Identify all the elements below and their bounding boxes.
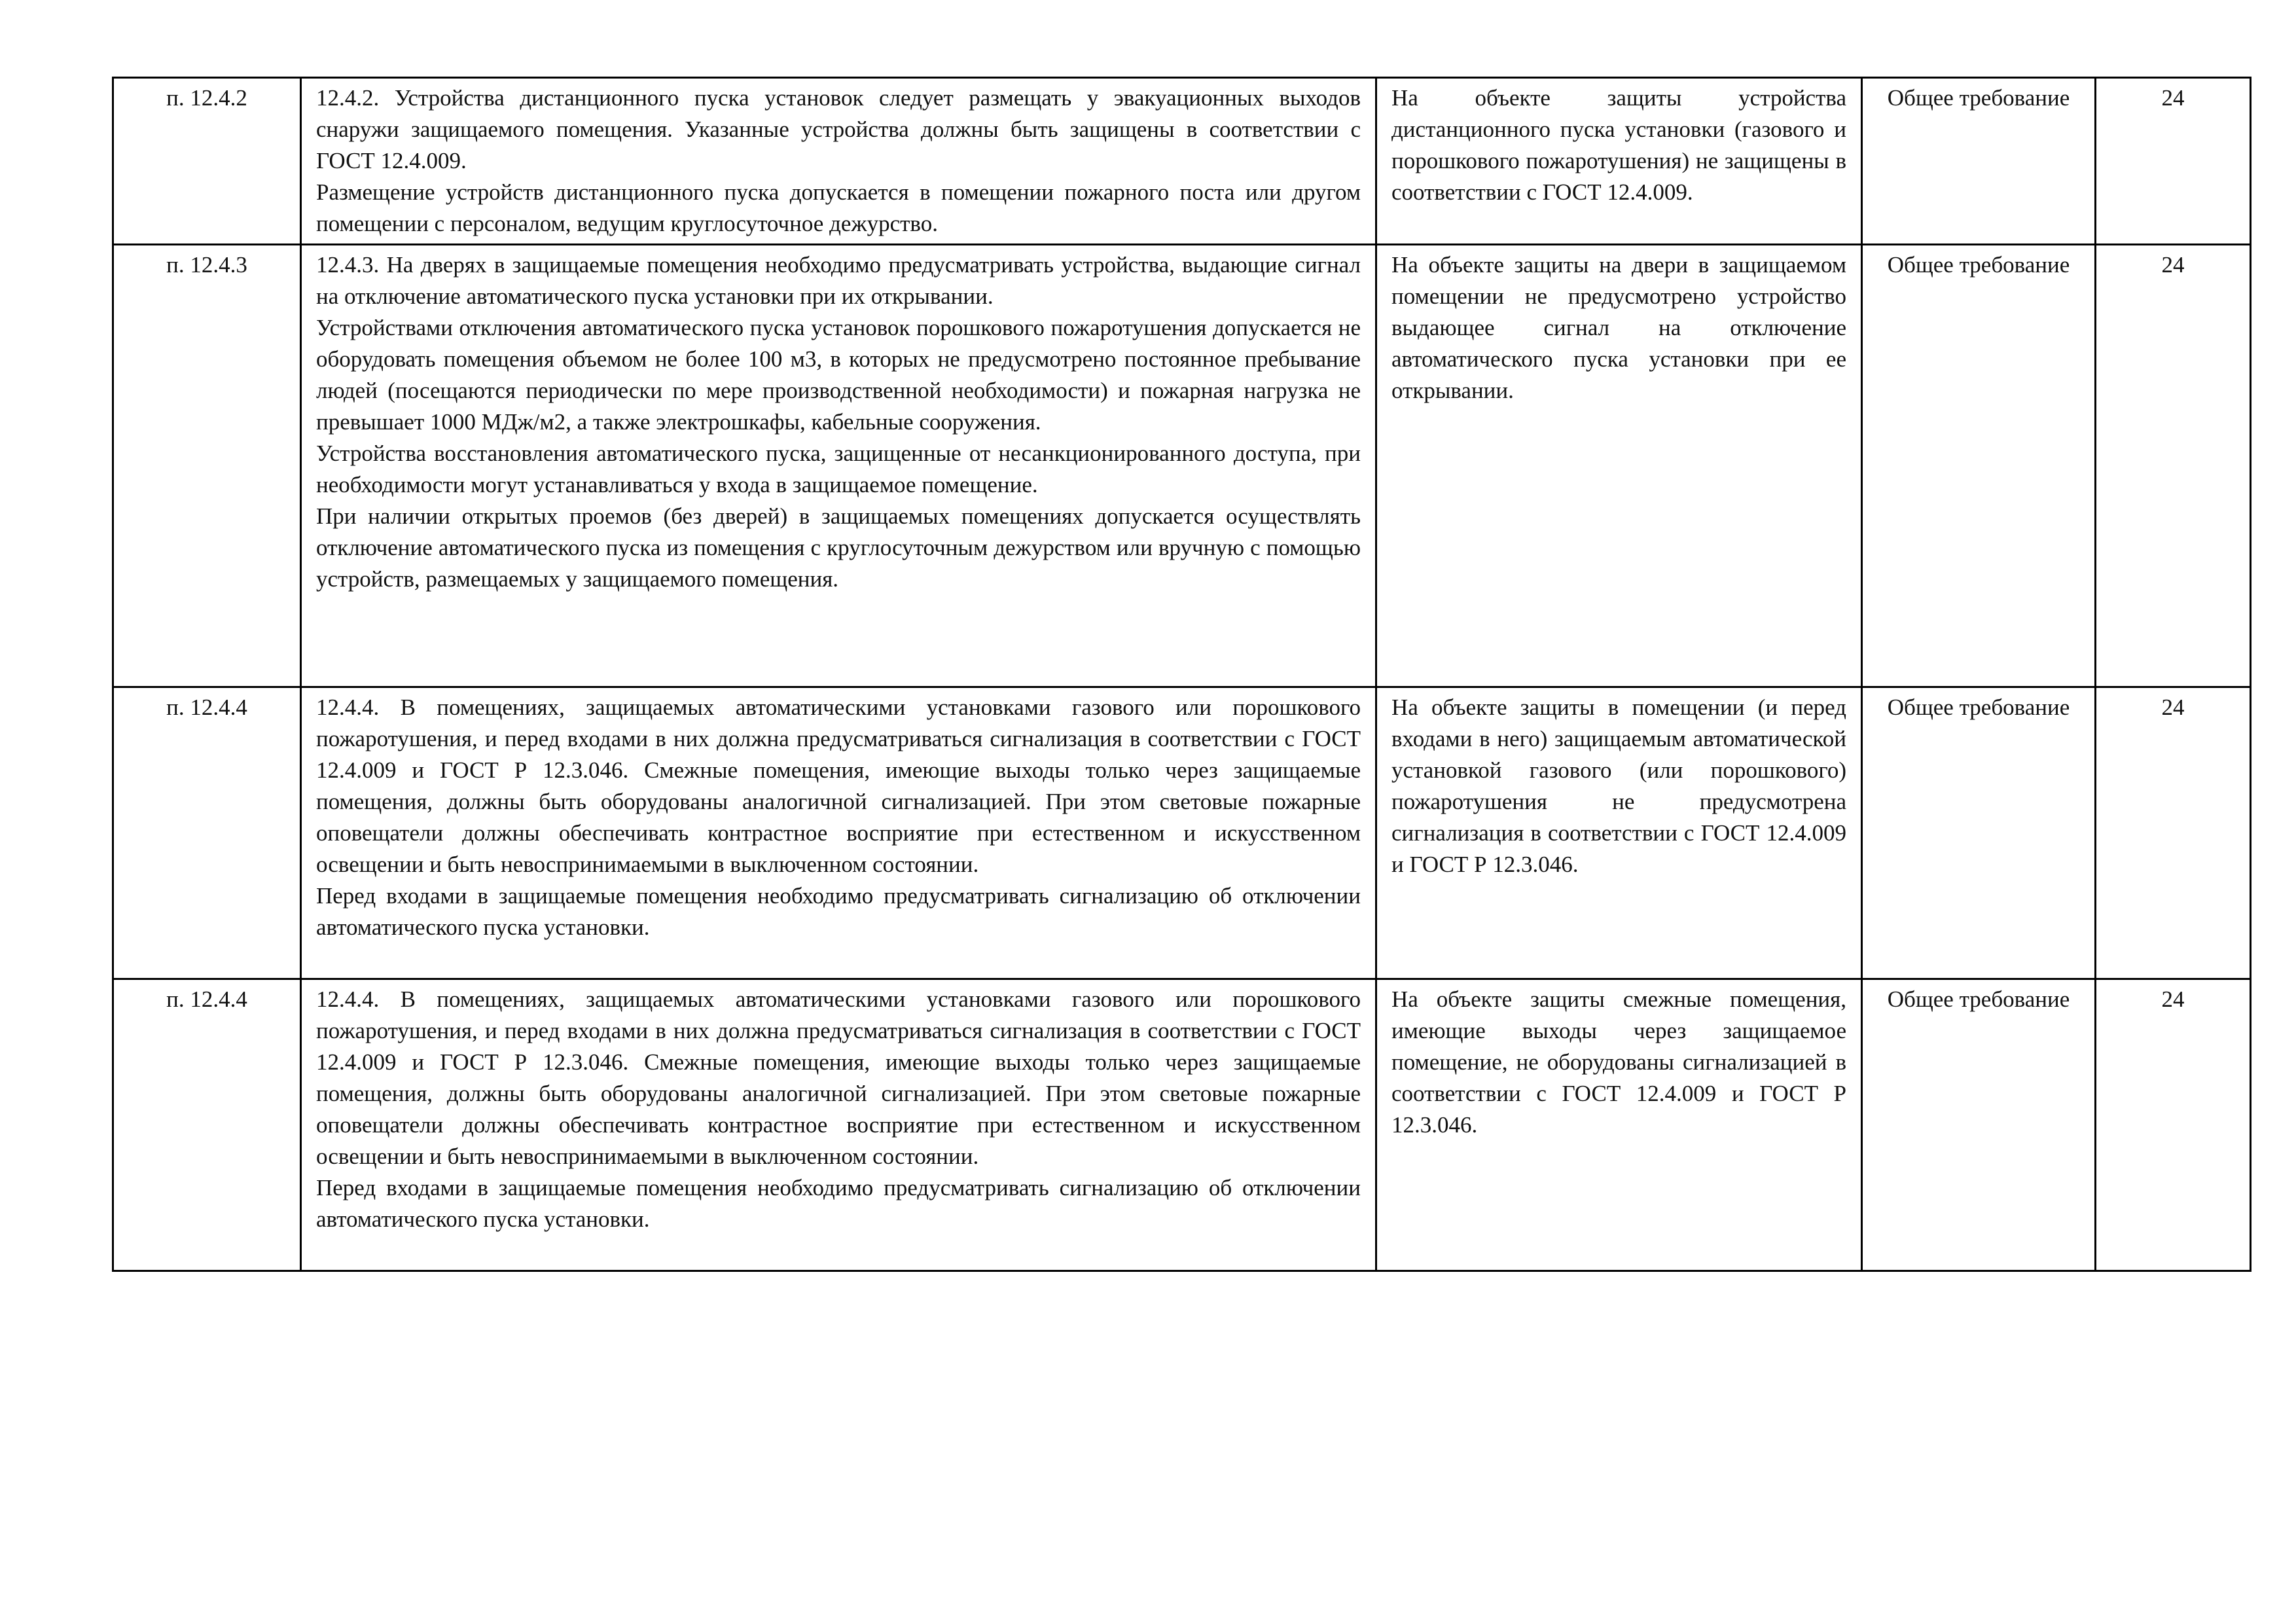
requirement-text <box>301 687 1376 979</box>
requirement-paragraph: Устройствами отключения автоматического пуска установок порошкового пожаротушения допускается не оборудовать помещения объемом не более 100 м3, в которых не предусмотрено постоянное пребывание людей (посещаются периодически по мере производственной необходимости) и пожарная нагрузка не превышает 1000 МДж/м2, а также электрошкафы, кабельные сооружения. <box>316 315 1361 435</box>
item-number: 24 <box>2096 979 2251 1271</box>
clause-reference: п. 12.4.4 <box>113 979 301 1271</box>
requirements-table <box>112 77 2251 1272</box>
requirement-category: Общее требование <box>1862 979 2096 1271</box>
requirement-paragraph: Перед входами в защищаемые помещения необходимо предусматривать сигнализацию об отключении автоматического пуска установки. <box>316 883 1361 940</box>
clause-reference: п. 12.4.4 <box>113 687 301 979</box>
requirement-text <box>301 245 1376 687</box>
clause-reference: п. 12.4.2 <box>113 78 301 245</box>
item-number: 24 <box>2096 245 2251 687</box>
requirement-text <box>301 979 1376 1271</box>
clause-reference: п. 12.4.3 <box>113 245 301 687</box>
requirement-category: Общее требование <box>1862 245 2096 687</box>
requirement-paragraph: 12.4.4. В помещениях, защищаемых автоматическими установками газового или порошкового пожаротушения, и перед входами в них должна предусматриваться сигнализация в соответствии с ГОСТ 12.4.009 и ГОСТ Р 12.3.046. Смежные помещения, имеющие выходы только через защищаемые помещения, должны быть оборудованы аналогичной сигнализацией. При этом световые пожарные оповещатели должны обеспечивать контрастное восприятие при естественном и искусственном освещении и быть невоспринимаемыми в выключенном состоянии. <box>316 695 1361 877</box>
item-number: 24 <box>2096 78 2251 245</box>
item-number: 24 <box>2096 687 2251 979</box>
requirement-paragraph: 12.4.3. На дверях в защищаемые помещения необходимо предусматривать устройства, выдающие сигнал на отключение автоматического пуска установки при их открывании. <box>316 252 1361 309</box>
requirement-paragraph: Перед входами в защищаемые помещения необходимо предусматривать сигнализацию об отключении автоматического пуска установки. <box>316 1175 1361 1232</box>
violation-description: На объекте защиты в помещении (и перед входами в него) защищаемым автоматической установкой газового (или порошкового) пожаротушения не предусмотрена сигнализация в соответствии с ГОСТ 12.4.009 и ГОСТ Р 12.3.046. <box>1376 687 1862 979</box>
violation-description: На объекте защиты на двери в защищаемом помещении не предусмотрено устройство выдающее сигнал на отключение автоматического пуска установки при ее открывании. <box>1376 245 1862 687</box>
violation-description: На объекте защиты смежные помещения, имеющие выходы через защищаемое помещение, не оборудованы сигнализацией в соответствии с ГОСТ 12.4.009 и ГОСТ Р 12.3.046. <box>1376 979 1862 1271</box>
requirement-paragraph: 12.4.4. В помещениях, защищаемых автоматическими установками газового или порошкового пожаротушения, и перед входами в них должна предусматриваться сигнализация в соответствии с ГОСТ 12.4.009 и ГОСТ Р 12.3.046. Смежные помещения, имеющие выходы только через защищаемые помещения, должны быть оборудованы аналогичной сигнализацией. При этом световые пожарные оповещатели должны обеспечивать контрастное восприятие при естественном и искусственном освещении и быть невоспринимаемыми в выключенном состоянии. <box>316 986 1361 1169</box>
requirement-paragraph: 12.4.2. Устройства дистанционного пуска установок следует размещать у эвакуационных выходов снаружи защищаемого помещения. Указанные устройства должны быть защищены в соответствии с ГОСТ 12.4.009. <box>316 85 1361 173</box>
requirement-category: Общее требование <box>1862 78 2096 245</box>
requirement-paragraph: При наличии открытых проемов (без дверей) в защищаемых помещениях допускается осуществлять отключение автоматического пуска из помещения с круглосуточным дежурством или вручную с помощью устройств, размещаемых у защищаемого помещения. <box>316 503 1361 592</box>
requirement-paragraph: Размещение устройств дистанционного пуска допускается в помещении пожарного поста или другом помещении с персоналом, ведущим круглосуточное дежурство. <box>316 179 1361 236</box>
requirement-category: Общее требование <box>1862 687 2096 979</box>
requirement-text <box>301 78 1376 245</box>
violation-description: На объекте защиты устройства дистанционного пуска установки (газового и порошкового пожаротушения) не защищены в соответствии с ГОСТ 12.4.009. <box>1376 78 1862 245</box>
table-row <box>113 245 2251 687</box>
table-row <box>113 687 2251 979</box>
table-row <box>113 78 2251 245</box>
table-row <box>113 979 2251 1271</box>
requirement-paragraph: Устройства восстановления автоматического пуска, защищенные от несанкционированного доступа, при необходимости могут устанавливаться у входа в защищаемое помещение. <box>316 441 1361 497</box>
